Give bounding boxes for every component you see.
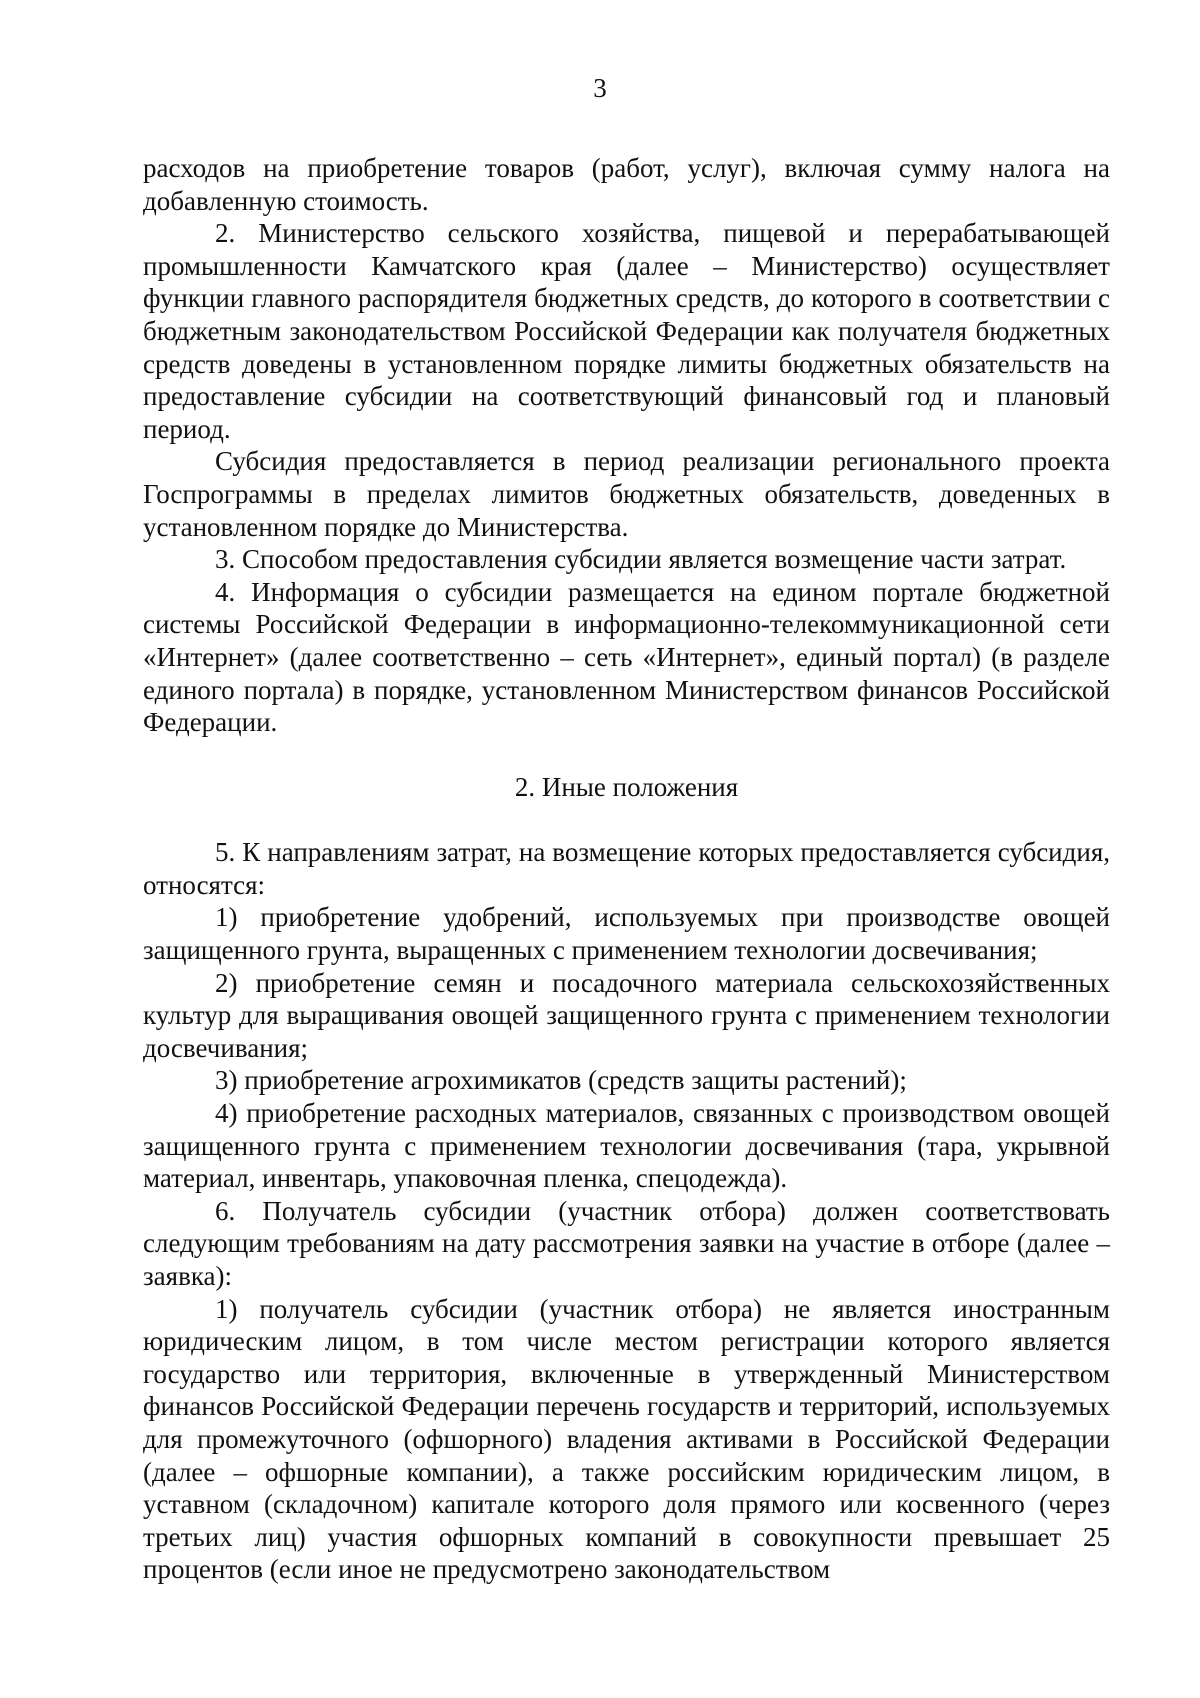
list-item-5-1: 1) приобретение удобрений, используемых при производстве овощей защищенного грунта, выращенных с применением технологии досвечивания; (143, 902, 1110, 966)
paragraph-item-3: 3. Способом предоставления субсидии является возмещение части затрат. (215, 544, 1067, 575)
page-number: 3 (593, 73, 607, 103)
list-item-5-4: 4) приобретение расходных материалов, связанных с производством овощей защищенного грунта с применением технологии досвечивания (тара, укрывной материал, инвентарь, упаковочная пленка, спецодежда). (143, 1098, 1110, 1194)
paragraph-item-5: 5. К направлениям затрат, на возмещение которых предоставляется субсидия, относятся: (143, 837, 1110, 900)
section-heading: 2. Иные положения (514, 771, 739, 802)
list-item-5-2: 2) приобретение семян и посадочного материала сельскохозяйственных культур для выращивания овощей защищенного грунта с применением технологии досвечивания; (143, 967, 1110, 1063)
list-item-6-1: 1) получатель субсидии (участник отбора) не является иностранным юридическим лицом, в том числе местом регистрации которого является государство или территория, включенные в утвержденный Министерством финансов Российской Федерации перечень государств и территорий, используемых для промежуточного (офшорного) владения активами в Российской Федерации (далее – офшорные компании), а также российским юридическим лицом, в уставном (складочном) капитале которого доля прямого или косвенного (через третьих лиц) участия офшорных компаний в совокупности превышает 25 процентов (если иное не предусмотрено законодательством (143, 1293, 1110, 1585)
document-body (143, 152, 1110, 1586)
list-item-5-3: 3) приобретение агрохимикатов (средств защиты растений); (215, 1065, 907, 1096)
paragraph-item-2: 2. Министерство сельского хозяйства, пищевой и перерабатывающей промышленности Камчатского края (далее – Министерство) осуществляет функции главного распорядителя бюджетных средств, до которого в соответствии с бюджетным законодательством Российской Федерации как получателя бюджетных средств доведены в установленном порядке лимиты бюджетных обязательств на предоставление субсидии на соответствующий финансовый год и плановый период. (143, 218, 1110, 444)
paragraph-subsidy-period: Субсидия предоставляется в период реализации регионального проекта Госпрограммы в пределах лимитов бюджетных обязательств, доведенных в установленном порядке до Министерства. (143, 446, 1110, 542)
paragraph-continuation: расходов на приобретение товаров (работ, услуг), включая сумму налога на добавленную стоимость. (143, 153, 1110, 216)
paragraph-item-4: 4. Информация о субсидии размещается на едином портале бюджетной системы Российской Федерации в информационно-телекоммуникационной сети «Интернет» (далее соответственно – сеть «Интернет», единый портал) (в разделе единого портала) в порядке, установленном Министерством финансов Российской Федерации. (143, 576, 1110, 738)
paragraph-item-6: 6. Получатель субсидии (участник отбора) должен соответствовать следующим требованиям на дату рассмотрения заявки на участие в отборе (далее – заявка): (143, 1195, 1110, 1291)
